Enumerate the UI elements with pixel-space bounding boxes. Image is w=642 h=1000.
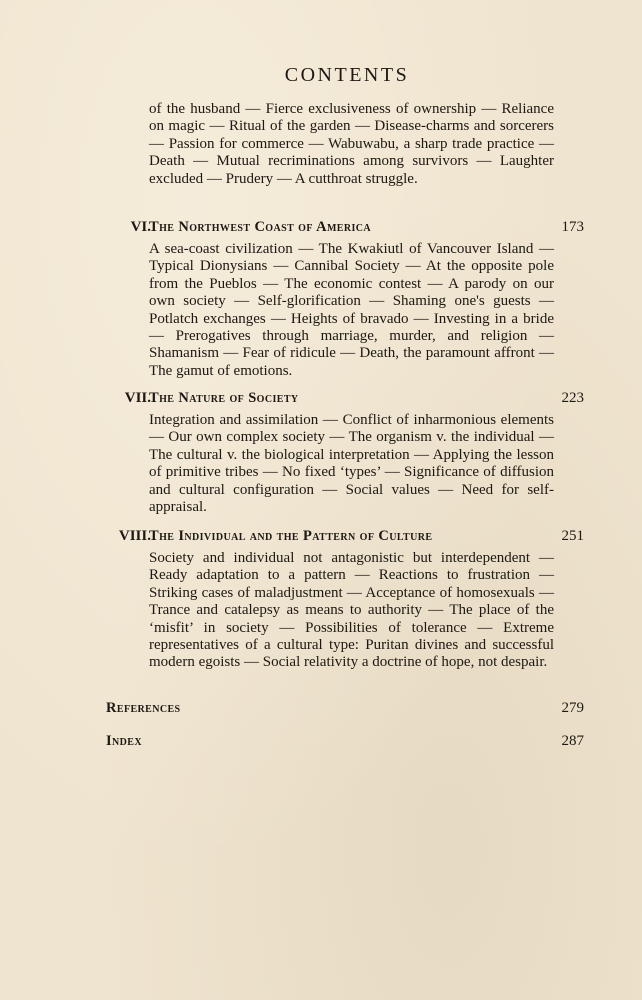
- toc-entry-references[interactable]: [104, 700, 584, 720]
- chapter-number: VIII.: [118, 528, 151, 544]
- chapter-summary: A sea-coast civilization — The Kwakiutl of Vancouver Island — Typical Dionysians — Cannibal Society — At the opposite pole from the Pueblos — The economic contest — A parody on our own society — Self-glorification — Shaming one's guests — Potlatch exchanges — Heights of bravado — Investing in a bride — Prerogatives through marriage, murder, and religion — Shamanism — Fear of ridicule — Death, the paramount affront — The gamut of emotions.: [149, 241, 554, 379]
- references-label: References: [106, 700, 181, 716]
- chapter-summary: Society and individual not antagonistic but interdependent — Ready adaptation to a pattern — Reactions to frustration — Striking cases of maladjustment — Acceptance of homosexuals — Trance and catalepsy as means to authority — The place of the ‘misfit’ in society — Possibilities of tolerance — Extreme representatives of a cultural type: Puritan divines and successful modern egoists — Social relativity a doctrine of hope, not despair.: [149, 550, 554, 671]
- index-label: Index: [106, 733, 142, 749]
- toc-entry-chapter-8[interactable]: [104, 528, 584, 672]
- chapter-page-number: 223: [561, 390, 584, 406]
- references-page-number: 279: [561, 700, 584, 716]
- chapter-number: VI.: [130, 219, 151, 235]
- toc-entry-index[interactable]: [104, 733, 584, 753]
- chapter-heading: [104, 528, 584, 548]
- index-page-number: 287: [561, 733, 584, 749]
- chapter-heading: [104, 219, 584, 239]
- chapter-number: VII.: [124, 390, 151, 406]
- toc-entry-chapter-6[interactable]: [104, 219, 584, 380]
- chapter-title: The Nature of Society: [149, 390, 299, 406]
- chapter-title: The Individual and the Pattern of Culture: [149, 528, 433, 544]
- chapter-title: The Northwest Coast of America: [149, 219, 372, 235]
- chapter-summary: Integration and assimilation — Conflict of inharmonious elements — Our own complex society — The organism v. the individual — The cultural v. the biological interpretation — Applying the lesson of primitive tribes — No fixed ‘types’ — Significance of diffusion and cultural configuration — Social values — Need for self-appraisal.: [149, 412, 554, 516]
- chapter-page-number: 251: [561, 528, 584, 544]
- chapter-page-number: 173: [561, 219, 584, 235]
- chapter-heading: [104, 390, 584, 410]
- toc-entry-chapter-7[interactable]: [104, 390, 584, 516]
- running-head: CONTENTS: [284, 64, 410, 86]
- continued-chapter-summary: of the husband — Fierce exclusiveness of ownership — Reliance on magic — Ritual of the garden — Disease-charms and sorcerers — Passion for commerce — Wabuwabu, a sharp trade practice — Death — Mutual recriminations among survivors — Laughter excluded — Prudery — A cutthroat struggle.: [149, 101, 554, 187]
